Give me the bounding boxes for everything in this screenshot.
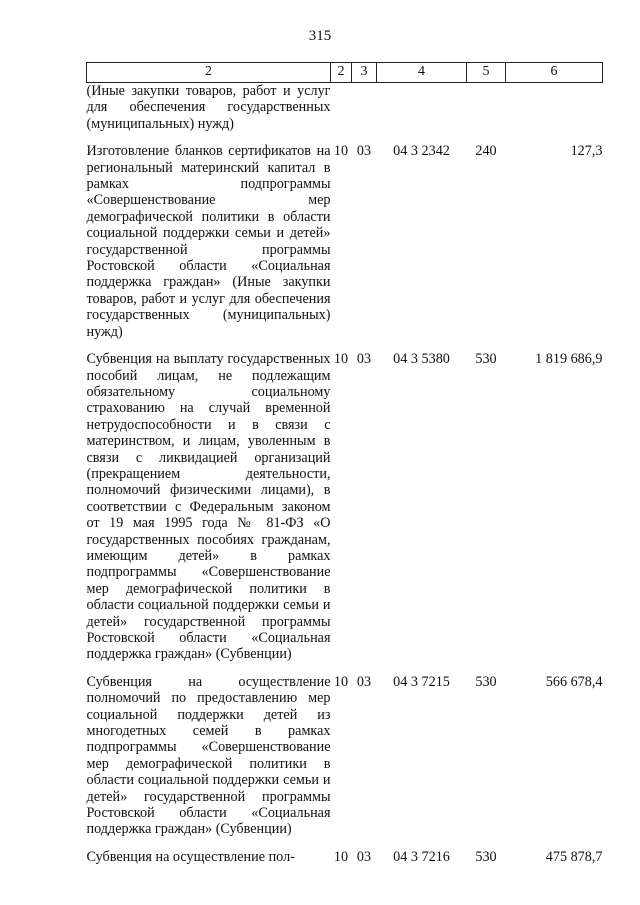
table-row	[87, 143, 603, 340]
table-row	[87, 351, 603, 663]
row-subsection: 03	[356, 848, 372, 865]
row-description: Изготовление бланков сертификатов на региональный материнский капитал в рамках подпрограммы «Совершенствование мер демографической политики в области социальной поддержки семьи и детей» государственной программы Ростовской области «Социальная поддержка граждан» (Иные закупки товаров, работ и услуг для обеспечения государственных (муниципальных) нужд)	[86, 143, 331, 340]
row-target-item	[377, 83, 467, 133]
row-section: 10	[333, 143, 349, 160]
row-subsection: 03	[356, 351, 372, 368]
row-subsection	[352, 83, 377, 133]
row-expense-type: 530	[475, 351, 497, 368]
row-section	[331, 83, 352, 133]
row-description: Субвенция на осуществление полномочий по предоставлению мер социальной поддержки детей из многодетных семей в рамках подпрограммы «Совершенствование мер демографической политики в области социальной поддержки семьи и детей» государственной программы Ростовской области «Социальная поддержка граждан» (Субвенции)	[86, 673, 331, 838]
row-section: 10	[333, 351, 349, 368]
column-header-expense-type: 5	[467, 63, 506, 83]
row-expense-type	[467, 83, 506, 133]
row-spacer	[87, 663, 603, 674]
column-header-target-item: 4	[377, 63, 467, 83]
row-spacer	[87, 132, 603, 143]
row-section: 10	[333, 673, 349, 690]
row-amount: 475 878,7	[545, 848, 603, 865]
column-header-subsection: 3	[352, 63, 377, 83]
row-expense-type: 530	[475, 848, 497, 865]
row-target-item: 04 3 7215	[393, 673, 450, 690]
column-header-amount: 6	[506, 63, 603, 83]
row-amount	[506, 83, 603, 133]
row-expense-type: 530	[475, 673, 497, 690]
table-row	[87, 83, 603, 133]
table-header	[87, 63, 603, 83]
row-description: Субвенция на выплату государственных пособий лицам, не подлежащим обязательному социальному страхованию на случай временной нетрудоспособности и в связи с материнством, и лицам, уволенным в связи с ликвидацией организаций (прекращением деятельности, полномочий физическими лицами), в соответствии с Федеральным законом от 19 мая 1995 года № 81-ФЗ «О государственных пособиях гражданам, имеющим детей» в рамках подпрограммы «Совершенствование мер демографической политики в области социальной поддержки семьи и детей» государственной программы Ростовской области «Социальная поддержка граждан» (Субвенции)	[86, 351, 331, 663]
page-number: 315	[308, 28, 332, 44]
column-header-section: 2	[331, 63, 352, 83]
row-target-item: 04 3 2342	[393, 143, 450, 160]
row-amount: 127,3	[570, 143, 603, 160]
column-header-description: 2	[87, 63, 331, 83]
row-amount: 566 678,4	[545, 673, 603, 690]
row-section: 10	[333, 848, 349, 865]
row-description: (Иные закупки товаров, работ и услуг для обеспечения государственных (муниципальных) нужд)	[86, 83, 331, 132]
row-subsection: 03	[356, 143, 372, 160]
row-expense-type: 240	[475, 143, 497, 160]
table-row	[87, 674, 603, 838]
row-target-item: 04 3 5380	[393, 351, 450, 368]
row-subsection: 03	[356, 673, 372, 690]
row-target-item: 04 3 7216	[393, 848, 450, 865]
row-description: Субвенция на осуществление пол-	[86, 848, 295, 865]
table-row	[87, 849, 603, 865]
row-spacer	[87, 340, 603, 351]
budget-table	[86, 62, 603, 865]
row-spacer	[87, 838, 603, 849]
row-amount: 1 819 686,9	[535, 351, 603, 368]
